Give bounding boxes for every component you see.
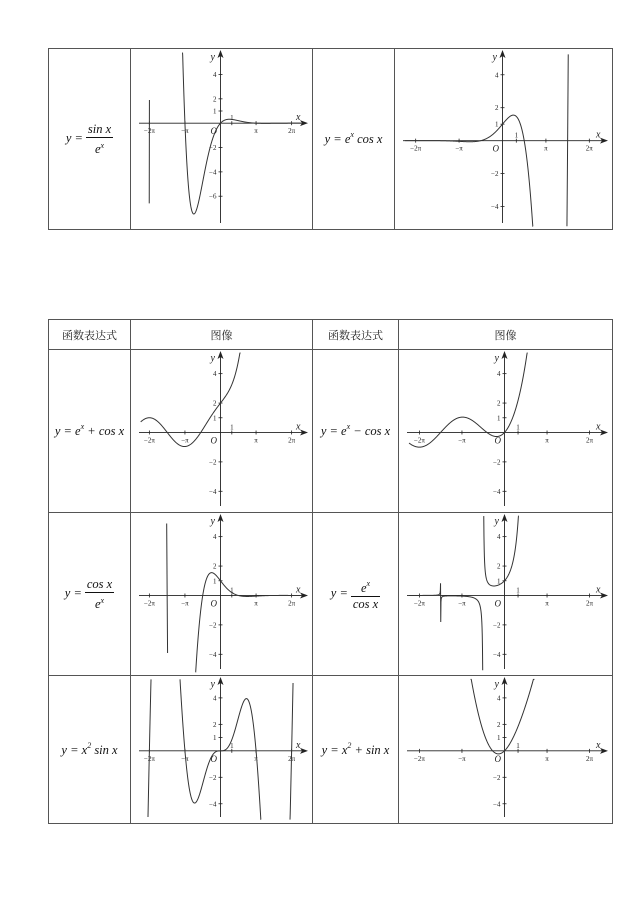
formula-denominator (86, 138, 113, 156)
graph-x2-sinx (131, 676, 312, 823)
x-axis-label: x (296, 739, 301, 751)
x-tick-label: −2π (143, 754, 155, 763)
y-tick-label: −2 (209, 144, 217, 153)
x-tick-label: −π (458, 436, 466, 445)
y-axis-label: y (494, 679, 499, 690)
x-tick-label: −π (455, 144, 463, 153)
formula-x2-sinx (61, 740, 118, 757)
graph-x2-plus-sinx (399, 676, 612, 823)
x-axis-label: x (596, 584, 601, 596)
y-tick-label: 1 (495, 120, 499, 129)
x-tick-label: π (254, 599, 258, 608)
origin-label: O (210, 753, 217, 764)
y-axis-label: y (494, 516, 499, 527)
y-tick-label: 1 (497, 414, 501, 423)
y-tick-label: 4 (497, 694, 501, 703)
table-header-row (49, 320, 613, 350)
formula-numerator-base: e (360, 581, 367, 595)
formula-sinx-over-ex (65, 121, 113, 156)
y-axis-label: y (210, 516, 215, 527)
x-tick-label: −2π (413, 754, 425, 763)
origin-label: O (210, 435, 217, 446)
formula-cell (49, 49, 131, 230)
x-tick-label: π (545, 436, 549, 445)
y-tick-label: 2 (213, 399, 217, 408)
x-tick-label: −2π (410, 144, 422, 153)
formula-text: y = x (321, 742, 348, 757)
y-axis-label: y (492, 52, 497, 63)
graph-cell (399, 350, 613, 513)
x-axis-label: x (296, 112, 301, 124)
y-tick-label: 1 (213, 414, 217, 423)
graph-ex-minus-cosx (399, 350, 612, 512)
y-tick-label: 4 (497, 370, 501, 379)
x-tick-label: 2π (586, 754, 594, 763)
x-tick-label: −π (458, 599, 466, 608)
x-tick-label: 1 (516, 586, 520, 595)
formula-text: − cos x (350, 424, 391, 438)
origin-label: O (494, 753, 501, 764)
function-curve (149, 53, 301, 214)
x-tick-label: 1 (230, 423, 234, 432)
formula-text: sin x (91, 742, 118, 757)
formula-cell (313, 513, 399, 676)
y-tick-label: 1 (497, 577, 501, 586)
formula-numerator: cos x (86, 576, 113, 591)
formula-text: y = e (320, 424, 347, 438)
header-graph: 图像 (399, 320, 613, 350)
y-tick-label: −2 (491, 170, 499, 179)
y-axis-label: y (210, 679, 215, 690)
y-tick-label: −2 (493, 773, 501, 782)
y-tick-label: 2 (213, 95, 217, 104)
formula-exponent: 2 (87, 740, 92, 750)
function-curve (471, 679, 535, 754)
y-tick-label: 2 (495, 104, 499, 113)
graph-cosx-over-ex (131, 513, 312, 675)
x-tick-label: 2π (288, 127, 296, 136)
formula-text: + cos x (84, 424, 125, 438)
formula-ex-cosx (325, 132, 383, 146)
y-tick-label: −2 (493, 458, 501, 467)
x-tick-label: π (254, 127, 258, 136)
origin-label: O (210, 126, 217, 137)
x-tick-label: π (254, 436, 258, 445)
formula-fraction (351, 577, 380, 611)
x-tick-label: 1 (230, 114, 234, 123)
formula-cell (313, 49, 395, 230)
x-tick-label: −2π (143, 599, 155, 608)
x-tick-label: 2π (586, 599, 594, 608)
x-axis-label: x (596, 421, 601, 433)
formula-text: + sin x (351, 742, 390, 757)
x-tick-label: 1 (514, 131, 519, 140)
graph-cell (395, 49, 613, 230)
x-tick-label: −2π (143, 436, 155, 445)
y-axis-label: y (494, 353, 499, 364)
y-tick-label: 4 (213, 533, 217, 542)
formula-denominator: cos x (352, 597, 379, 611)
y-tick-label: 1 (213, 734, 217, 743)
x-tick-label: −π (458, 754, 466, 763)
y-tick-label: −4 (493, 487, 501, 496)
x-tick-label: 2π (586, 436, 594, 445)
function-curve (409, 353, 528, 447)
x-tick-label: −2π (143, 127, 155, 136)
table-row (49, 513, 613, 676)
x-tick-label: −π (181, 754, 189, 763)
y-tick-label: 4 (497, 533, 501, 542)
formula-fraction (85, 578, 114, 611)
formula-text: y = x (61, 742, 88, 757)
formula-text: y = e (54, 424, 81, 438)
formula-fraction (86, 123, 113, 156)
header-graph: 图像 (131, 320, 313, 350)
function-curve (167, 523, 301, 671)
x-axis-label: x (296, 421, 301, 433)
y-tick-label: 4 (495, 71, 499, 80)
y-tick-label: −4 (209, 168, 217, 177)
formula-numerator (351, 577, 380, 597)
formula-lhs: y = (330, 585, 348, 600)
formula-ex-over-cosx (330, 579, 380, 611)
top-function-table (48, 48, 613, 230)
graph-ex-plus-cosx (131, 350, 312, 512)
formula-exponent: x (80, 422, 85, 431)
formula-exponent: x (350, 130, 354, 139)
graph-sinx-over-ex (131, 49, 312, 229)
y-tick-label: 1 (497, 734, 501, 743)
x-axis-label: x (596, 129, 601, 141)
formula-exponent: x (346, 422, 351, 431)
x-tick-label: 2π (585, 144, 593, 153)
origin-label: O (210, 598, 217, 609)
origin-label: O (494, 598, 501, 609)
formula-cell (313, 350, 399, 513)
x-tick-label: π (544, 144, 548, 153)
y-tick-label: 2 (213, 720, 217, 729)
x-tick-label: −2π (413, 599, 425, 608)
function-graph-table (48, 319, 613, 824)
formula-lhs: y = (65, 130, 83, 145)
y-tick-label: 4 (213, 694, 217, 703)
formula-x2-plus-sinx (321, 740, 390, 757)
y-tick-label: 4 (213, 370, 217, 379)
formula-exponent: 2 (347, 740, 352, 750)
x-axis-label: x (296, 584, 301, 596)
formula-text: y = e (324, 132, 351, 146)
y-axis-label: y (210, 52, 215, 63)
formula-ex-minus-cosx (321, 424, 390, 438)
origin-label: O (494, 435, 501, 446)
x-tick-label: 1 (516, 423, 520, 432)
x-tick-label: −π (181, 127, 189, 136)
formula-text: cos x (353, 132, 383, 146)
y-tick-label: −2 (493, 621, 501, 630)
x-tick-label: π (545, 754, 549, 763)
formula-numerator: sin x (87, 121, 112, 136)
y-tick-label: 2 (213, 562, 217, 571)
y-tick-label: 4 (213, 70, 217, 79)
formula-cell (49, 676, 131, 824)
table-row (49, 350, 613, 513)
formula-ex-plus-cosx (55, 424, 124, 438)
x-tick-label: 2π (288, 599, 296, 608)
formula-exponent: x (100, 595, 105, 605)
header-expression: 函数表达式 (313, 320, 399, 350)
graph-cell (399, 676, 613, 824)
formula-lhs: y = (64, 585, 82, 600)
formula-exponent: x (366, 579, 371, 588)
formula-denominator (85, 593, 114, 611)
x-tick-label: 2π (288, 754, 296, 763)
x-tick-label: −π (181, 599, 189, 608)
graph-ex-over-cosx (399, 513, 612, 675)
y-tick-label: 2 (497, 720, 501, 729)
y-tick-label: −4 (491, 203, 499, 212)
y-tick-label: −4 (209, 487, 217, 496)
y-tick-label: −4 (493, 650, 501, 659)
x-tick-label: 1 (230, 586, 234, 595)
origin-label: O (492, 143, 499, 154)
header-expression: 函数表达式 (49, 320, 131, 350)
formula-exponent: x (100, 140, 105, 150)
table-row (49, 676, 613, 824)
x-tick-label: 1 (516, 741, 520, 750)
x-tick-label: π (254, 754, 258, 763)
graph-cell (131, 49, 313, 230)
formula-cell (313, 676, 399, 824)
function-curve (409, 516, 519, 670)
graph-ex-cosx (395, 49, 612, 229)
x-tick-label: 2π (288, 436, 296, 445)
x-tick-label: −π (181, 436, 189, 445)
graph-cell (399, 513, 613, 676)
y-tick-label: −2 (209, 773, 217, 782)
x-tick-label: −2π (413, 436, 425, 445)
table-row (49, 49, 613, 230)
x-tick-label: 1 (230, 741, 234, 750)
y-tick-label: −2 (209, 458, 217, 467)
y-tick-label: −4 (493, 800, 501, 809)
y-tick-label: −6 (209, 192, 217, 201)
graph-cell (131, 513, 313, 676)
graph-cell (131, 350, 313, 513)
y-tick-label: 1 (213, 107, 217, 116)
y-tick-label: −4 (209, 800, 217, 809)
formula-cell (49, 350, 131, 513)
formula-denominator-base: e (94, 141, 101, 156)
y-tick-label: 2 (497, 562, 501, 571)
y-tick-label: −4 (209, 650, 217, 659)
y-axis-label: y (210, 353, 215, 364)
x-axis-label: x (596, 739, 601, 751)
graph-cell (131, 676, 313, 824)
y-tick-label: 1 (213, 577, 217, 586)
y-tick-label: −2 (209, 621, 217, 630)
formula-cell (49, 513, 131, 676)
y-tick-label: 2 (497, 399, 501, 408)
formula-denominator-base: e (94, 596, 101, 611)
x-tick-label: π (545, 599, 549, 608)
formula-cosx-over-ex (64, 576, 114, 611)
